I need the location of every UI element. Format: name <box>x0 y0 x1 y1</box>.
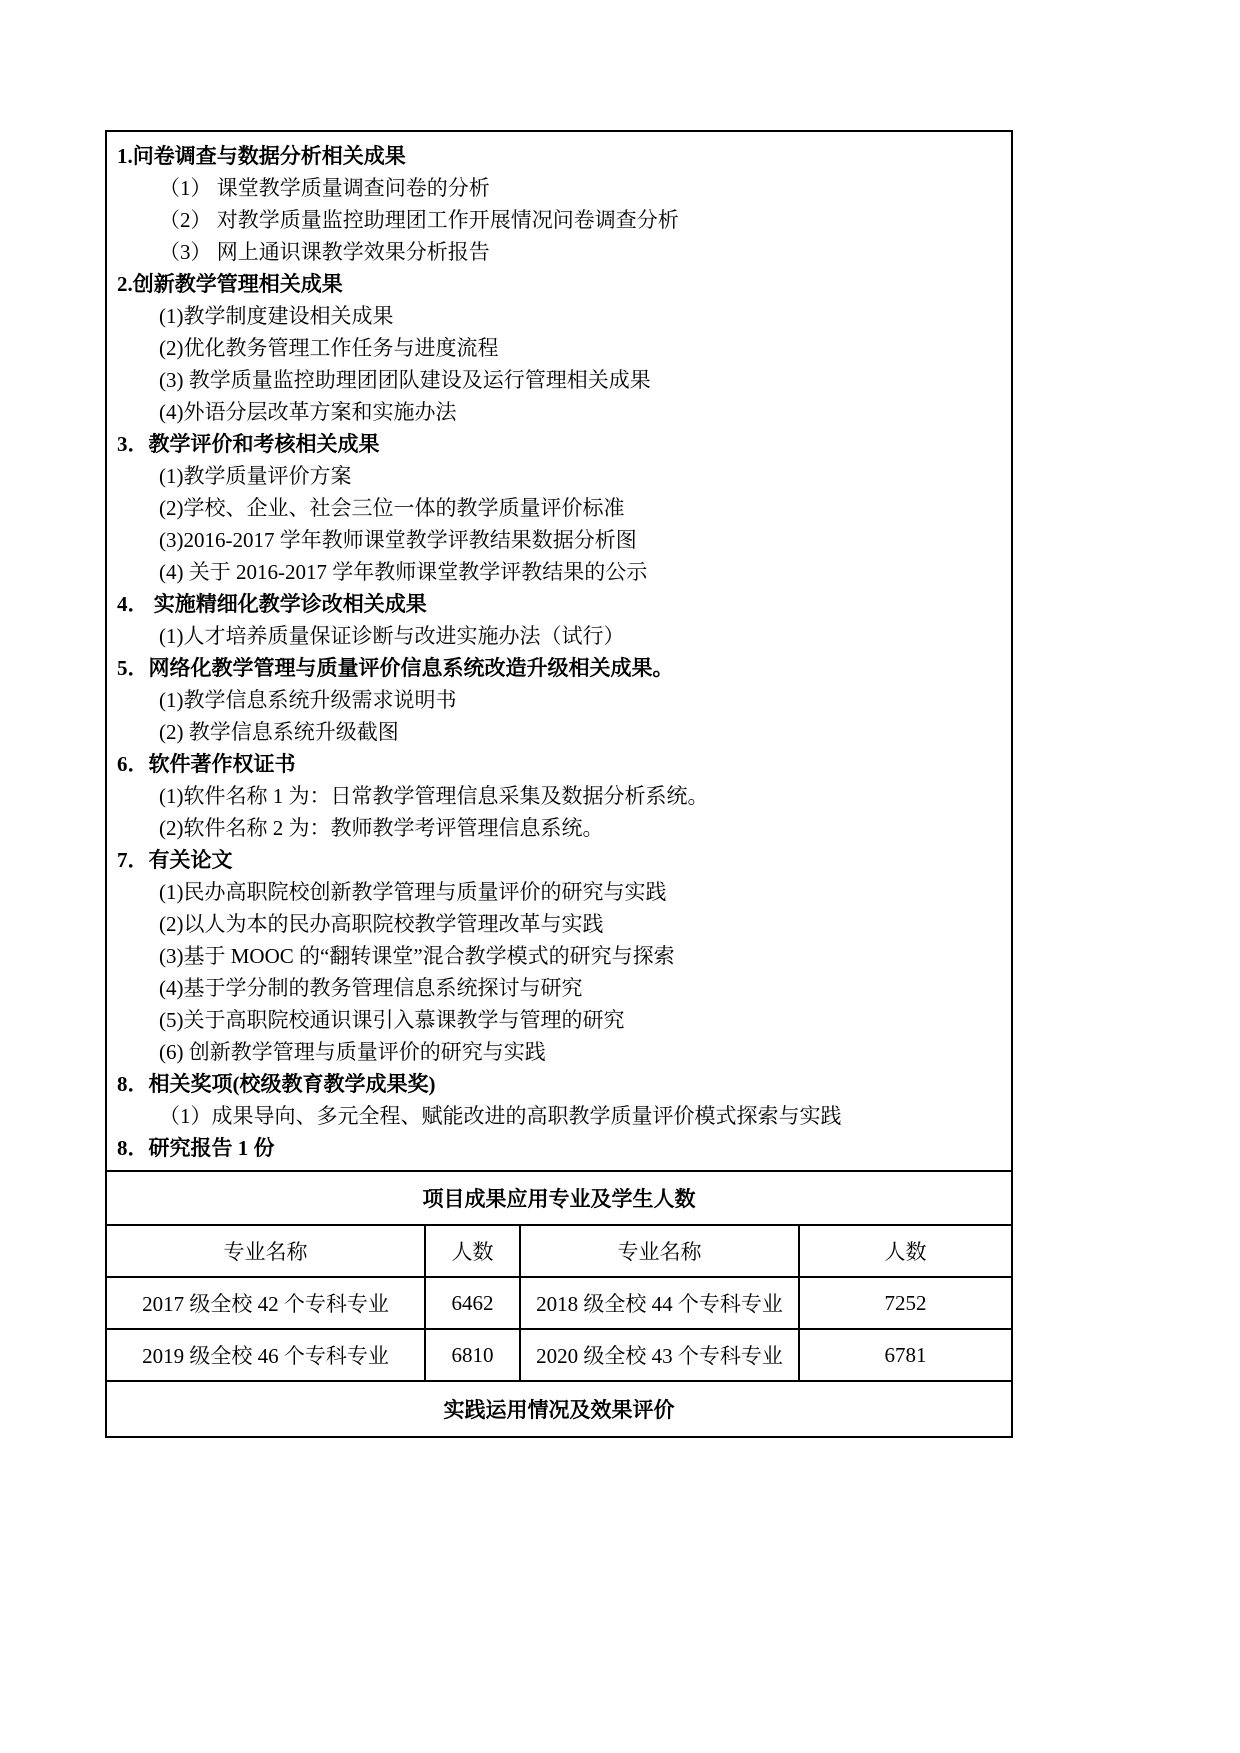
document-border-box <box>105 130 1013 1438</box>
list-item: (3)基于 MOOC 的“翻转课堂”混合教学模式的研究与探索 <box>159 944 675 968</box>
cell-major-name: 2017 级全校 42 个专科专业 <box>106 1277 425 1329</box>
list-item: (6) 创新教学管理与质量评价的研究与实践 <box>159 1040 546 1064</box>
column-header-major-2: 专业名称 <box>520 1225 799 1277</box>
table-title: 项目成果应用专业及学生人数 <box>106 1171 1012 1225</box>
table-row <box>106 1277 1012 1329</box>
table-title-row <box>106 1171 1012 1225</box>
list-item: (2)软件名称 2 为：教师教学考评管理信息系统。 <box>159 816 604 840</box>
list-item: (1)教学信息系统升级需求说明书 <box>159 688 457 712</box>
list-item: (1)人才培养质量保证诊断与改进实施办法（试行） <box>159 624 625 648</box>
list-item: （2） 对教学质量监控助理团工作开展情况问卷调查分析 <box>159 208 679 232</box>
section-4-heading: 4． 实施精细化教学诊改相关成果 <box>117 592 427 616</box>
practice-section-title: 实践运用情况及效果评价 <box>106 1381 1012 1437</box>
cell-major-name: 2018 级全校 44 个专科专业 <box>520 1277 799 1329</box>
list-item: (2)学校、企业、社会三位一体的教学质量评价标准 <box>159 496 625 520</box>
list-item: (5)关于高职院校通识课引入慕课教学与管理的研究 <box>159 1008 625 1032</box>
section-3-heading: 3．教学评价和考核相关成果 <box>117 432 380 456</box>
cell-student-count: 7252 <box>799 1277 1012 1329</box>
section-7-heading: 7．有关论文 <box>117 848 233 872</box>
section-6-heading: 6．软件著作权证书 <box>117 752 296 776</box>
list-item: (2) 教学信息系统升级截图 <box>159 720 399 744</box>
list-item: (3) 教学质量监控助理团团队建设及运行管理相关成果 <box>159 368 651 392</box>
list-item: (1)教学质量评价方案 <box>159 464 352 488</box>
list-item: (3)2016-2017 学年教师课堂教学评教结果数据分析图 <box>159 528 637 552</box>
list-item: （1） 课堂教学质量调查问卷的分析 <box>159 176 490 200</box>
cell-major-name: 2019 级全校 46 个专科专业 <box>106 1329 425 1381</box>
section-8-heading: 8．相关奖项(校级教育教学成果奖) <box>117 1072 436 1096</box>
section-2-heading: 2.创新教学管理相关成果 <box>117 272 343 296</box>
list-item: (1)软件名称 1 为：日常教学管理信息采集及数据分析系统。 <box>159 784 709 808</box>
list-item: (4) 关于 2016-2017 学年教师课堂教学评教结果的公示 <box>159 560 648 584</box>
column-header-count-2: 人数 <box>799 1225 1012 1277</box>
list-item: (4)基于学分制的教务管理信息系统探讨与研究 <box>159 976 583 1000</box>
cell-student-count: 6781 <box>799 1329 1012 1381</box>
cell-student-count: 6810 <box>425 1329 520 1381</box>
list-item: (1)民办高职院校创新教学管理与质量评价的研究与实践 <box>159 880 667 904</box>
list-item: (2)以人为本的民办高职院校教学管理改革与实践 <box>159 912 604 936</box>
section-1-heading: 1.问卷调查与数据分析相关成果 <box>117 144 406 168</box>
column-header-major-1: 专业名称 <box>106 1225 425 1277</box>
section-9-heading: 8．研究报告 1 份 <box>117 1136 275 1160</box>
list-item: (4)外语分层改革方案和实施办法 <box>159 400 457 424</box>
list-item: (2)优化教务管理工作任务与进度流程 <box>159 336 499 360</box>
list-item: （1）成果导向、多元全程、赋能改进的高职教学质量评价模式探索与实践 <box>159 1104 842 1128</box>
list-item: (1)教学制度建设相关成果 <box>159 304 394 328</box>
achievements-list <box>105 130 1013 1170</box>
application-majors-table <box>105 1170 1013 1438</box>
list-item: （3） 网上通识课教学效果分析报告 <box>159 240 490 264</box>
section-5-heading: 5．网络化教学管理与质量评价信息系统改造升级相关成果。 <box>117 656 674 680</box>
cell-student-count: 6462 <box>425 1277 520 1329</box>
table-footer-row <box>106 1381 1012 1437</box>
column-header-count-1: 人数 <box>425 1225 520 1277</box>
table-header-row <box>106 1225 1012 1277</box>
cell-major-name: 2020 级全校 43 个专科专业 <box>520 1329 799 1381</box>
table-row <box>106 1329 1012 1381</box>
